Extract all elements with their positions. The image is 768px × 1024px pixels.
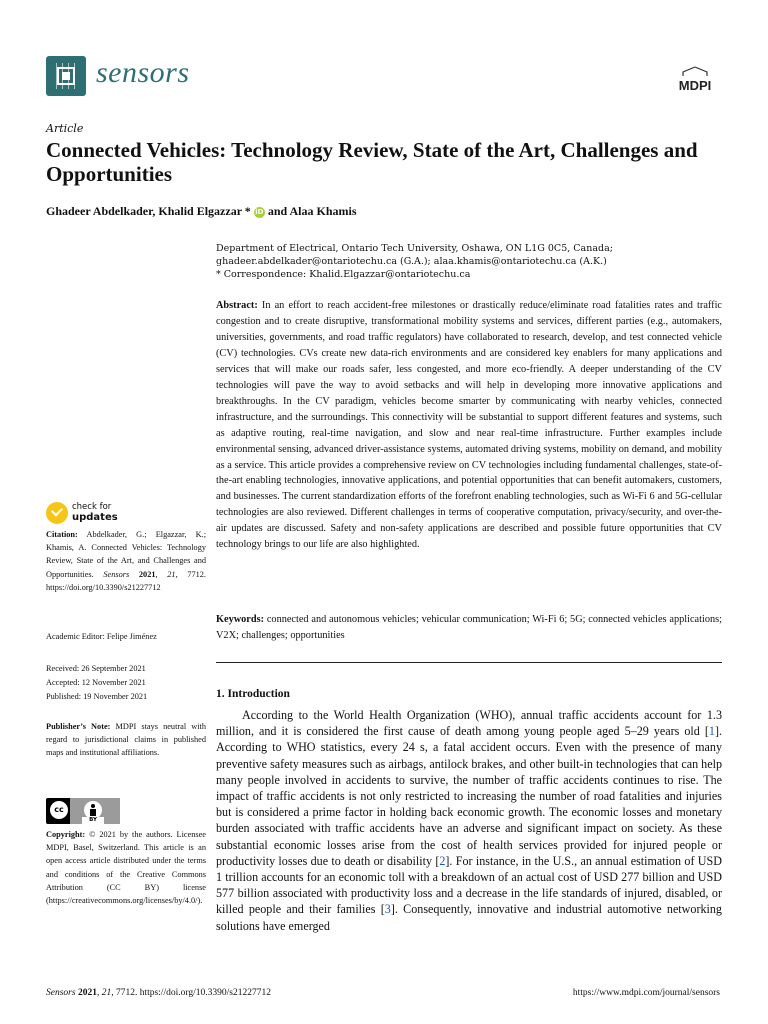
footer-volume: , 21: [96, 988, 112, 998]
pubnote-label: Publisher’s Note:: [46, 722, 111, 731]
received-date: Received: 26 September 2021: [46, 664, 146, 673]
abstract-label: Abstract:: [216, 300, 258, 311]
orcid-icon[interactable]: iD: [255, 208, 264, 216]
citation-label: Citation:: [46, 530, 78, 539]
footer-journal-url[interactable]: https://www.mdpi.com/journal/sensors: [572, 988, 720, 998]
cc-icon: cc: [50, 801, 68, 819]
citation-link[interactable]: 1: [708, 724, 715, 739]
authors: [46, 204, 357, 219]
journal-name: sensors: [96, 56, 190, 89]
footer-doi[interactable]: , 7712. https://doi.org/10.3390/s21227712: [111, 988, 271, 998]
copyright-block: [46, 828, 206, 907]
check-for-updates-line2[interactable]: updates: [72, 512, 118, 523]
academic-editor: Academic Editor: Felipe Jiménez: [46, 632, 157, 641]
by-label: BY: [82, 817, 104, 824]
affiliation-line1: Department of Electrical, Ontario Tech University, Oshawa, ON L1G 0C5, Canada;: [216, 243, 613, 254]
citation-text: Abdelkader, G.; Elgazzar, K.; Khamis, A. Connected Vehicles: Technology Review, State of the Art, and Challenges and Opportunities.: [46, 530, 206, 579]
section-heading: 1. Introduction: [216, 688, 290, 700]
citation-link[interactable]: 3: [384, 902, 391, 917]
article-type: Article: [46, 122, 84, 135]
citation-link[interactable]: 2: [439, 853, 446, 868]
affiliation: [216, 242, 736, 281]
journal-logo-icon: [46, 56, 86, 96]
footer-year: 2021: [75, 988, 97, 998]
check-for-updates-line1[interactable]: check for: [72, 502, 112, 512]
publishers-note: [46, 720, 206, 760]
pubnote-text: MDPI stays neutral with regard to jurisdictional claims in published maps and institutional affiliations.: [46, 722, 206, 758]
cc-by-license-icon[interactable]: [46, 798, 120, 824]
citation-block: [46, 528, 206, 594]
intro-paragraph: [216, 707, 722, 934]
intro-body: [216, 707, 722, 934]
citation-volume: , 21: [155, 569, 176, 579]
mdpi-logo-text: MDPI: [678, 78, 712, 93]
abstract: [216, 298, 722, 553]
citation-year: 2021: [129, 569, 156, 579]
intro-text: ]. Consequently, innovative and industrial automotive networking solutions have emerged: [216, 902, 722, 933]
affiliation-emails: ghadeer.abdelkader@ontariotechu.ca (G.A.); alaa.khamis@ontariotechu.ca (A.K.): [216, 256, 607, 267]
abstract-text: In an effort to reach accident-free milestones or drastically reduce/eliminate road fatalities rates and traffic congestion and to create disruptive, transformational mobility systems and services, different parties (e.g., automakers, universities, governments, and road traffic regulators) have collaborated to research, develop, and test connected vehicle (CV) technologies. CVs create new data-rich environments and are considered key enablers for many applications and services that will make our roads safer, less congested, and more eco-friendly. A deeper understanding of the CV technologies will pave the way to avoid setbacks and will help in developing more innovative applications and breakthroughs. In the CV paradigm, vehicles become smarter by communicating with nearby vehicles, connected infrastructure, and the surroundings. This connectivity will be substantial to support different features and systems, such as adaptive routing, real-time navigation, and slow and near real-time infrastructure. Further examples include environmental sensing, advanced driver-assistance systems, automated driving systems, mobility on demand, and mobility as a service. This article provides a comprehensive review on CV technologies including fundamental challenges, state-of-the-art enabling technologies, innovative applications, and potential opportunities that can benefit automakers, customers, and businesses. The current standardization efforts of the forefront enabling technologies, such as Wi-Fi 6 and 5G-cellular technologies are also reviewed. Different challenges in terms of cooperative computation, privacy/security, and over-the-air updates are discussed. Safety and non-safety applications are described and possible future opportunities that CV technology brings to our life are also highlighted.: [216, 300, 722, 551]
published-date: Published: 19 November 2021: [46, 692, 148, 701]
intro-text: According to the World Health Organization (WHO), annual traffic accidents account for 1.3 million, and it is considered the first cause of death among young people aged 5–29 years old [: [216, 708, 722, 739]
mdpi-logo-icon: [666, 66, 724, 94]
footer-citation: [46, 988, 271, 998]
intro-text: ]. According to WHO statistics, every 24 s, a fatal accident occurs. Even with the presence of many preventive safety measures such as airbags, antilock brakes, and other built-in technologies that can help many people involved in accidents to survive, the number of traffic accidents continues to rise. The impact of traffic accidents is not only restricted to increasing the number of road fatalities and injuries but is considered a prime factor in holding back economic growth. The economic losses and monetary burden associated with traffic accidents have an adverse and significant impact on society. As these substantial economic losses arise from the cost of health services provided for injured people or productivity losses due to death or disability [: [216, 724, 722, 868]
footer-journal: Sensors: [46, 988, 76, 998]
citation-journal: Sensors: [103, 569, 130, 579]
copyright-label: Copyright:: [46, 830, 86, 839]
divider: [216, 662, 722, 663]
page-title: Connected Vehicles: Technology Review, State of the Art, Challenges and Opportunities: [46, 138, 698, 186]
authors-part2: and Alaa Khamis: [264, 204, 357, 218]
authors-part1: Ghadeer Abdelkader, Khalid Elgazzar *: [46, 204, 251, 218]
check-for-updates-icon[interactable]: [46, 502, 68, 524]
keywords-label: Keywords:: [216, 614, 265, 625]
citation-doi[interactable]: , 7712. https://doi.org/10.3390/s21227712: [46, 569, 206, 592]
correspondence: * Correspondence: Khalid.Elgazzar@ontariotechu.ca: [216, 269, 471, 280]
keywords: [216, 612, 722, 644]
intro-text: ]. For instance, in the U.S., an annual estimation of USD 1 trillion accounts for an economic toll with a breakdown of an actual cost of USD 277 billion and USD 577 billion associated with productivity loss and a decrease in the life standards of injured, disabled, or killed people and their families [: [216, 853, 722, 917]
accepted-date: Accepted: 12 November 2021: [46, 678, 146, 687]
keywords-text: connected and autonomous vehicles; vehicular communication; Wi-Fi 6; 5G; connected vehicles applications; V2X; challenges; opportunities: [216, 614, 722, 641]
copyright-text: © 2021 by the authors. Licensee MDPI, Basel, Switzerland. This article is an open access article distributed under the terms and conditions of the Creative Commons Attribution (CC BY) license (https://creativecommons.org/licenses/by/4.0/).: [46, 830, 206, 906]
